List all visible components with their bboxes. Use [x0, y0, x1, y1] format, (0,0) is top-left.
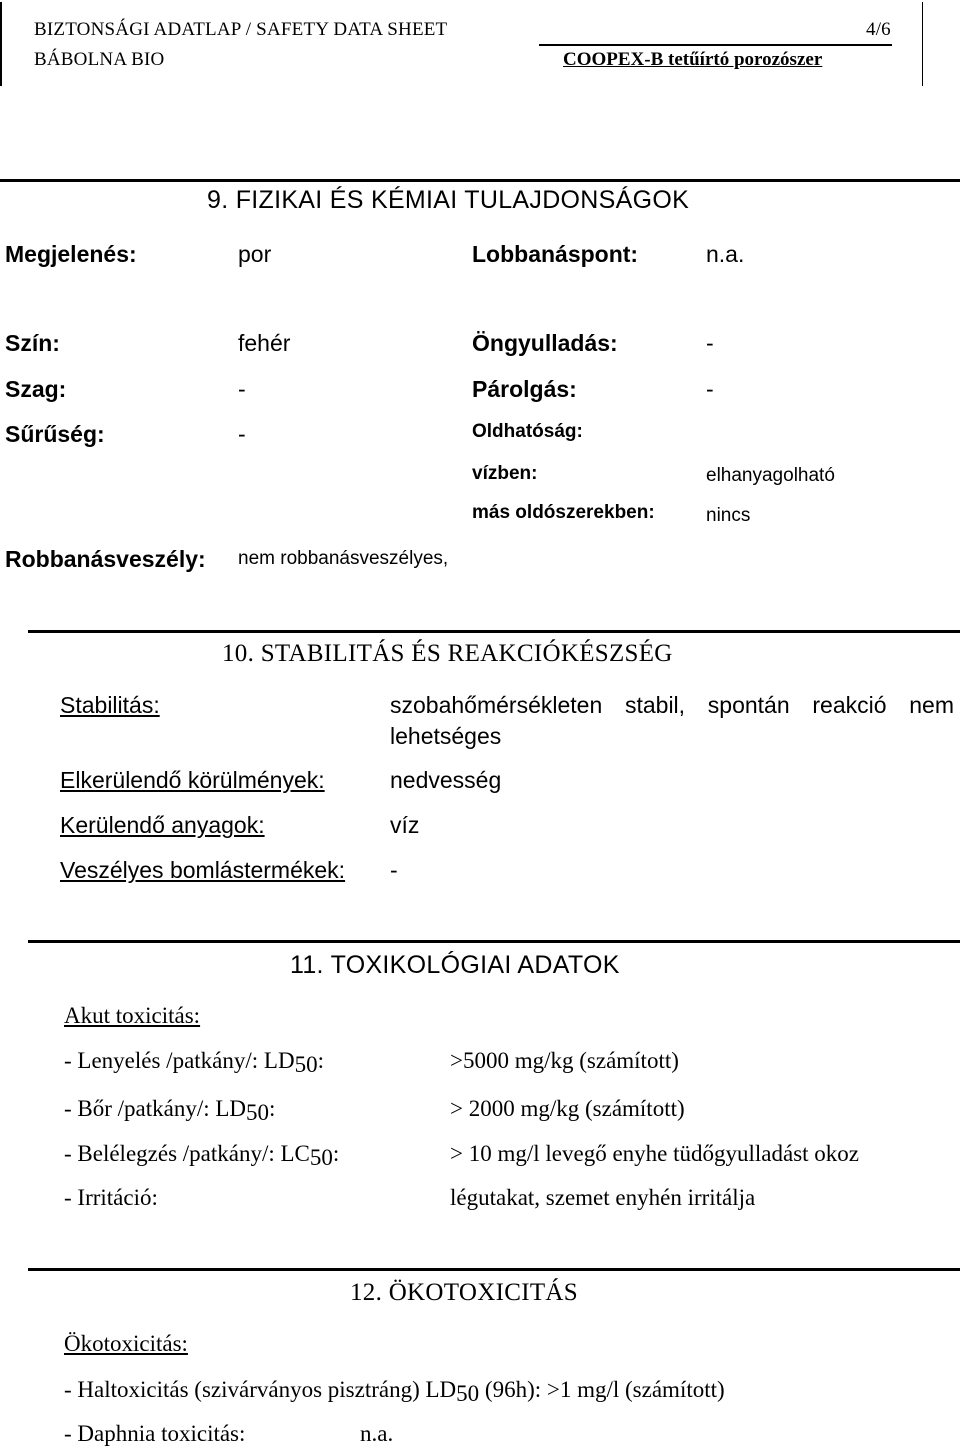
stability-label: Stabilitás: — [60, 692, 160, 718]
company-name: BÁBOLNA BIO — [34, 49, 165, 70]
explosion-value: nem robbanásveszélyes, — [238, 548, 449, 569]
water-solubility-label: vízben: — [472, 463, 538, 484]
section12-title: 12. ÖKOTOXICITÁS — [350, 1279, 578, 1306]
odor-value: - — [238, 376, 246, 402]
section10-rule — [28, 630, 960, 633]
density-value: - — [238, 421, 246, 447]
tox-row-ingestion-label: - Lenyelés /patkány/: $LD_{50}$: — [64, 1048, 324, 1077]
explosion-label: Robbanásveszély: — [5, 546, 206, 572]
color-value: fehér — [238, 330, 291, 356]
sds-title: BIZTONSÁGI ADATLAP / SAFETY DATA SHEET — [34, 19, 448, 40]
section11-rule — [28, 940, 960, 943]
conditions-to-avoid-label: Elkerülendő körülmények: — [60, 767, 325, 793]
flash-point-label: Lobbanáspont: — [472, 241, 639, 267]
header-left-border — [0, 2, 2, 86]
section10-title: 10. STABILITÁS ÉS REAKCIÓKÉSZSÉG — [222, 640, 673, 667]
evaporation-label: Párolgás: — [472, 376, 577, 402]
appearance-value: por — [238, 241, 272, 267]
product-name: COOPEX-B tetűírtó porozószer — [563, 49, 823, 70]
header-right-border — [922, 2, 923, 86]
section9-title: 9. FIZIKAI ÉS KÉMIAI TULAJDONSÁGOK — [207, 186, 690, 214]
flash-point-value: n.a. — [706, 241, 745, 267]
materials-to-avoid-value: víz — [390, 812, 420, 838]
other-solvents-value: nincs — [706, 505, 751, 526]
autoignition-value: - — [706, 330, 714, 356]
solubility-label: Oldhatóság: — [472, 421, 583, 442]
evaporation-value: - — [706, 376, 714, 402]
other-solvents-label: más oldószerekben: — [472, 502, 655, 523]
odor-label: Szag: — [5, 376, 67, 402]
conditions-to-avoid-value: nedvesség — [390, 767, 502, 793]
tox-row-inhalation-label: - Belélegzés /patkány/: $LC_{50}$: — [64, 1141, 340, 1170]
acute-toxicity-label: Akut toxicitás: — [64, 1003, 201, 1028]
page-number: 4/6 — [866, 19, 891, 40]
density-label: Sűrűség: — [5, 421, 105, 447]
section9-rule — [0, 179, 960, 182]
tox-row-irritation-value: légutakat, szemet enyhén irritálja — [450, 1185, 756, 1210]
tox-row-skin-label: - Bőr /patkány/: $LD_{50}$: — [64, 1096, 276, 1125]
color-label: Szín: — [5, 330, 60, 356]
decomposition-value: - — [390, 857, 398, 883]
materials-to-avoid-label: Kerülendő anyagok: — [60, 812, 265, 838]
decomposition-label: Veszélyes bomlástermékek: — [60, 857, 346, 883]
tox-row-irritation-label: - Irritáció: — [64, 1185, 158, 1210]
water-solubility-value: elhanyagolható — [706, 465, 835, 486]
daphnia-toxicity-value: n.a. — [360, 1421, 394, 1446]
tox-row-ingestion-value: >5000 mg/kg (számított) — [450, 1048, 679, 1073]
appearance-label: Megjelenés: — [5, 241, 137, 267]
section12-rule — [28, 1268, 960, 1271]
stability-value-line1: szobahőmérsékleten stabil, spontán reakció nem — [390, 692, 954, 718]
tox-row-inhalation-value: > 10 mg/l levegő enyhe tüdőgyulladást okoz — [450, 1141, 860, 1166]
header-underline-top — [539, 44, 892, 46]
daphnia-toxicity-label: - Daphnia toxicitás: — [64, 1421, 246, 1446]
fish-toxicity-line: - Haltoxicitás (szivárványos pisztráng) $LD_{50}$ (96h): >1 mg/l (számított) — [64, 1377, 725, 1406]
autoignition-label: Öngyulladás: — [472, 330, 618, 356]
section11-title: 11. TOXIKOLÓGIAI ADATOK — [290, 951, 620, 979]
stability-value-line2: lehetséges — [390, 723, 502, 749]
ecotoxicity-label: Ökotoxicitás: — [64, 1331, 188, 1356]
tox-row-skin-value: > 2000 mg/kg (számított) — [450, 1096, 685, 1121]
